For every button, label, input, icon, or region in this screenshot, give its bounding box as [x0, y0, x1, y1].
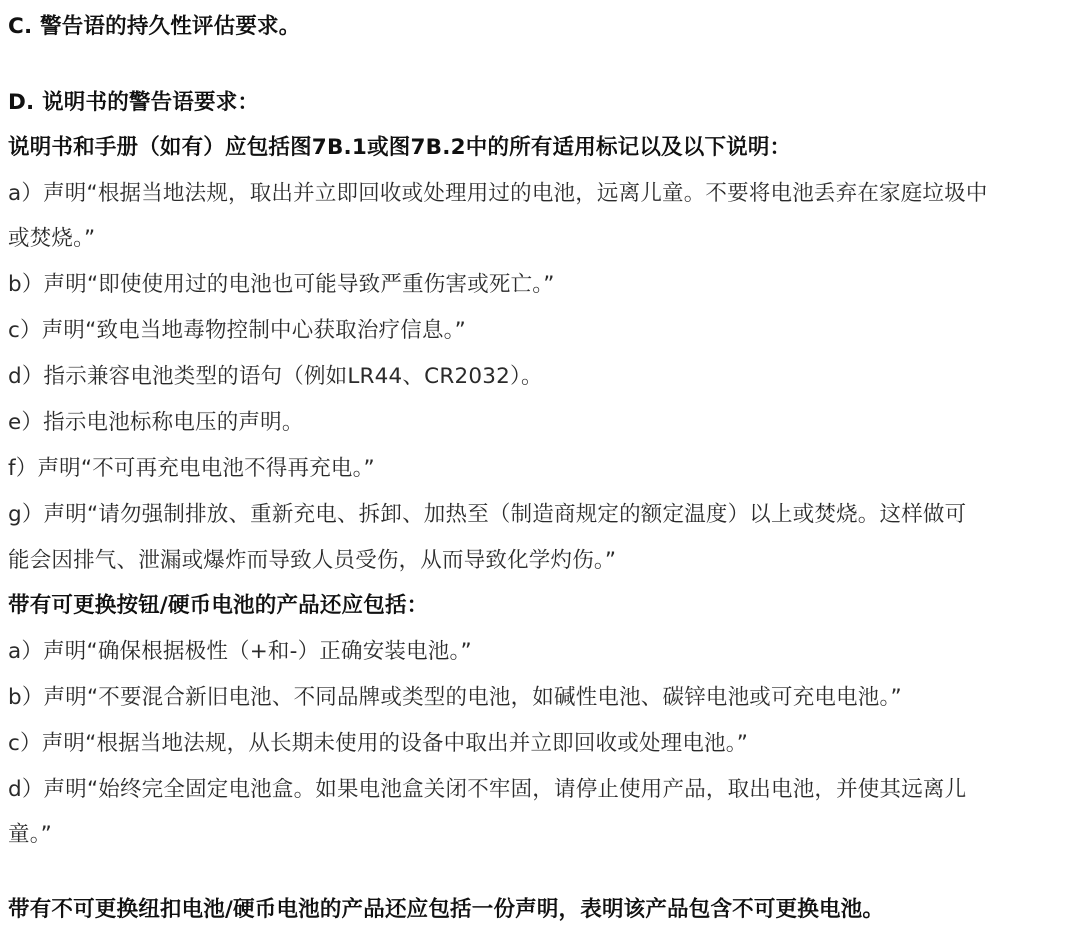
d-item-e: e）指示电池标称电压的声明。: [8, 410, 304, 435]
replaceable-heading: 带有可更换按钮/硬币电池的产品还应包括：: [8, 593, 429, 618]
section-d-intro: 说明书和手册（如有）应包括图7B.1或图7B.2中的所有适用标记以及以下说明：: [8, 135, 792, 160]
d-item-g-line2: 能会因排气、泄漏或爆炸而导致人员受伤，从而导致化学灼伤。”: [8, 548, 617, 573]
d-item-a-line2: 或焚烧。”: [8, 226, 96, 251]
replaceable-item-d-line1: d）声明“始终完全固定电池盒。如果电池盒关闭不牢固，请停止使用产品，取出电池，并使其远离儿: [8, 777, 967, 802]
replaceable-item-c: c）声明“根据当地法规，从长期未使用的设备中取出并立即回收或处理电池。”: [8, 731, 749, 756]
nonreplaceable-statement: 带有不可更换纽扣电池/硬币电池的产品还应包括一份声明，表明该产品包含不可更换电池。: [8, 897, 885, 922]
d-item-b: b）声明“即使使用过的电池也可能导致严重伤害或死亡。”: [8, 272, 555, 297]
section-d-heading: D. 说明书的警告语要求：: [8, 90, 260, 115]
d-item-a-line1: a）声明“根据当地法规，取出并立即回收或处理用过的电池，远离儿童。不要将电池丢弃在家庭垃圾中: [8, 181, 988, 206]
replaceable-item-a: a）声明“确保根据极性（+和-）正确安装电池。”: [8, 639, 472, 664]
d-item-f: f）声明“不可再充电电池不得再充电。”: [8, 456, 375, 481]
d-item-d: d）指示兼容电池类型的语句（例如LR44、CR2032）。: [8, 364, 543, 389]
replaceable-item-d-line2: 童。”: [8, 822, 52, 847]
d-item-c: c）声明“致电当地毒物控制中心获取治疗信息。”: [8, 318, 466, 343]
d-item-g-line1: g）声明“请勿强制排放、重新充电、拆卸、加热至（制造商规定的额定温度）以上或焚烧。这样做可: [8, 502, 967, 527]
replaceable-item-b: b）声明“不要混合新旧电池、不同品牌或类型的电池，如碱性电池、碳锌电池或可充电电池。”: [8, 685, 902, 710]
section-c-heading: C. 警告语的持久性评估要求。: [8, 14, 301, 39]
